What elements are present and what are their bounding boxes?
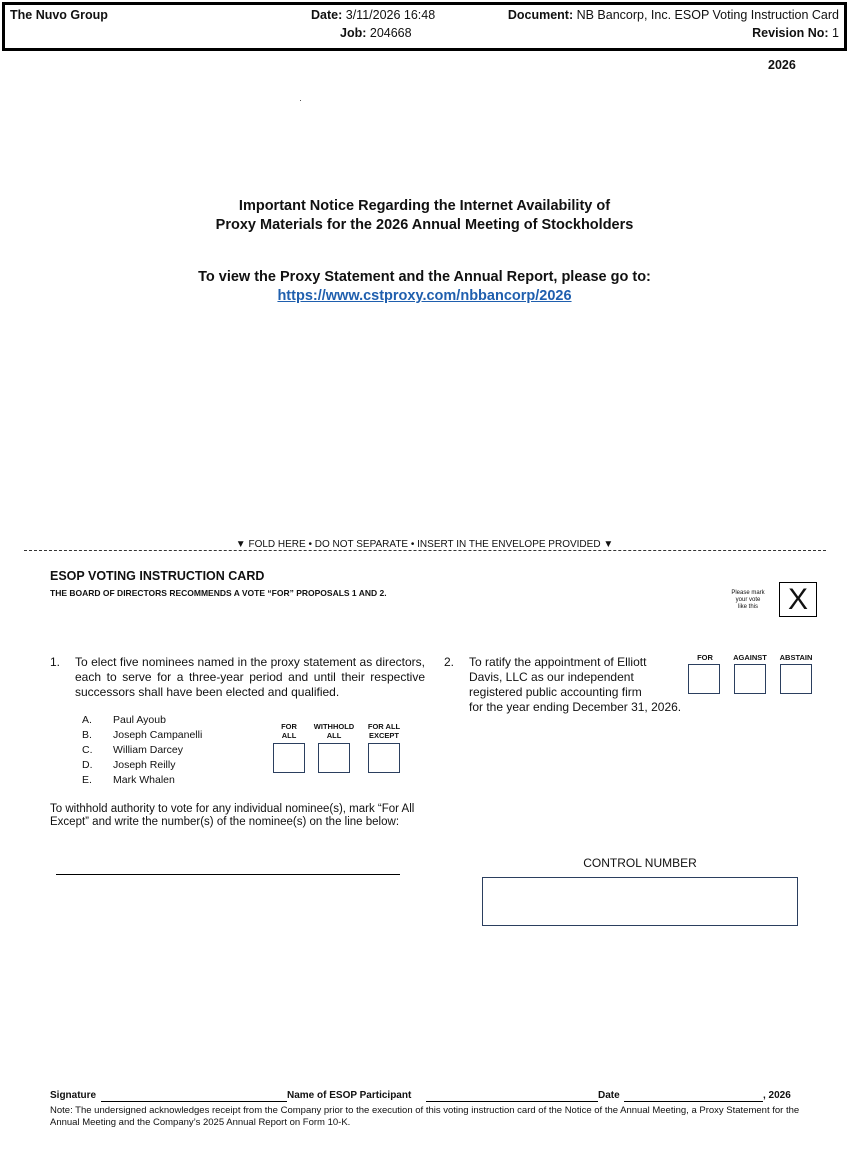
list-item: A. Paul Ayoub (82, 714, 166, 726)
list-item: E. Mark Whalen (82, 774, 175, 786)
for-all-checkbox[interactable] (273, 743, 305, 773)
board-recommendation: THE BOARD OF DIRECTORS RECOMMENDS A VOTE “FOR” PROPOSALS 1 AND 2. (50, 588, 387, 598)
for-all-except-header: FOR ALL EXCEPT (367, 722, 401, 740)
card-title: ESOP VOTING INSTRUCTION CARD (50, 569, 265, 583)
signature-line[interactable] (101, 1101, 287, 1102)
proposal-2-text: To ratify the appointment of Elliott Davis, LLC as our independent registered public accounting firm for the year ending December 31, 2026. (469, 655, 682, 714)
proposal-2-number: 2. (444, 655, 455, 669)
list-item: B. Joseph Campanelli (82, 729, 203, 741)
stray-dot (300, 100, 301, 101)
for-all-except-checkbox[interactable] (368, 743, 400, 773)
control-number-label: CONTROL NUMBER (583, 856, 697, 870)
notice-heading: Important Notice Regarding the Internet Availability of Proxy Materials for the 2026 Annual Meeting of Stockholders (215, 198, 634, 233)
nominee-exception-line[interactable] (56, 874, 400, 875)
fold-line (24, 550, 826, 551)
nominee-list (82, 713, 202, 788)
abstain-checkbox[interactable] (780, 664, 812, 694)
control-number-box (482, 877, 798, 926)
company-name: The Nuvo Group (10, 8, 108, 22)
participant-name-label: Name of ESOP Participant (287, 1090, 412, 1101)
list-item: D. Joseph Reilly (82, 759, 176, 771)
year-label: 2026 (768, 58, 796, 72)
acknowledgement-note: Note: The undersigned acknowledges receipt from the Company prior to the execution of this voting instruction card of the Notice of the Annual Meeting, a Proxy Statement for the Annual Meeting and the Company’s 2025 Annual Report on Form 10-K. (50, 1105, 800, 1128)
header-revision: Revision No: 1 (752, 26, 839, 40)
against-checkbox[interactable] (734, 664, 766, 694)
withhold-instructions: To withhold authority to vote for any individual nominee(s), mark “For All Except” and write the number(s) of the nominee(s) on the line below: (50, 803, 415, 828)
participant-name-line[interactable] (426, 1101, 598, 1102)
for-checkbox[interactable] (688, 664, 720, 694)
proxy-link[interactable]: https://www.cstproxy.com/nbbancorp/2026 (277, 288, 572, 304)
mark-instruction: Please mark your vote like this (731, 590, 765, 610)
year-suffix: , 2026 (763, 1090, 791, 1101)
date-label: Date (598, 1090, 620, 1101)
for-all-header: FOR ALL (281, 722, 297, 740)
proposal-1-number: 1. (50, 655, 61, 669)
header-date: Date: 3/11/2026 16:48 (311, 8, 436, 22)
withhold-all-header: WITHHOLD ALL (313, 722, 355, 740)
signature-label: Signature (50, 1090, 97, 1101)
against-header: AGAINST (733, 653, 767, 662)
proposal-1-text: To elect five nominees named in the proxy statement as directors, each to serve for a three-year period and until their respective successors shall have been elected and qualified. (75, 655, 425, 699)
mark-example-box: X (779, 582, 817, 617)
list-item: C. William Darcey (82, 744, 184, 756)
fold-instruction: ▼ FOLD HERE • DO NOT SEPARATE • INSERT IN THE ENVELOPE PROVIDED ▼ (235, 539, 614, 550)
date-line[interactable] (624, 1101, 763, 1102)
for-header: FOR (697, 653, 713, 662)
abstain-header: ABSTAIN (779, 653, 813, 662)
header-document: Document: NB Bancorp, Inc. ESOP Voting Instruction Card (507, 8, 839, 22)
notice-view: To view the Proxy Statement and the Annual Report, please go to: https://www.cstproxy.com/nbbancorp/2026 (198, 269, 651, 304)
withhold-all-checkbox[interactable] (318, 743, 350, 773)
header-job: Job: 204668 (340, 26, 412, 40)
